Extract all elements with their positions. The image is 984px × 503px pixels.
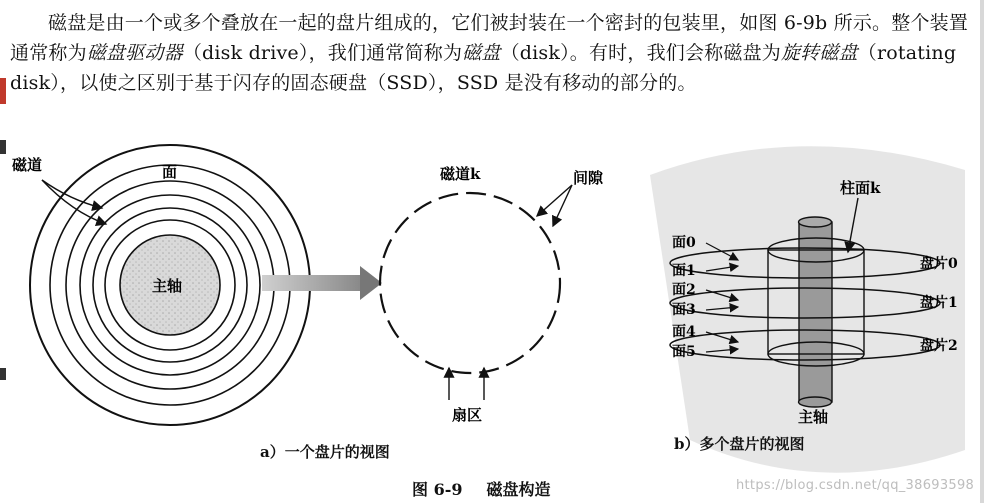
surface-5-label: 面5 [672, 344, 696, 360]
gap-arrow [553, 185, 572, 226]
caption-a: a）一个盘片的视图 [260, 443, 390, 461]
caption-b: b）多个盘片的视图 [674, 435, 805, 453]
term-rotating-disk: 旋转磁盘 [780, 42, 858, 64]
spindle-label: 主轴 [152, 277, 183, 295]
gap-arrow [537, 185, 572, 216]
paragraph-text-3: （disk）。有时，我们会称磁盘为 [500, 42, 781, 64]
platter-1-label: 盘片1 [920, 295, 958, 311]
paragraph-text-4: （rotating disk），以使之区别于基于闪存的固态硬盘（SSD），SSD 是没有移动的部分的。 [10, 42, 957, 94]
term-disk: 磁盘 [462, 42, 501, 64]
track-k-label: 磁道k [440, 165, 481, 183]
paragraph-text-1: 磁盘是由一个或多个叠放在一起的盘片组成的，它们被封装在一个密封的包装里，如图 6-9b 所示。整个装置通常称为 [10, 12, 969, 64]
spindle-b-label: 主轴 [798, 408, 829, 426]
gaps-label: 间隙 [573, 169, 604, 187]
paragraph-text-2: （disk drive），我们通常简称为 [182, 42, 463, 64]
track-k-circle [380, 193, 560, 373]
surface-1-label: 面1 [672, 263, 696, 279]
cylinder-k-label: 柱面k [840, 179, 881, 197]
figure-title [412, 477, 551, 500]
figure-title-text: 磁盘构造 [486, 480, 551, 499]
platter-0-label: 盘片0 [920, 256, 958, 272]
figure-number: 图 6-9 [412, 480, 463, 499]
surface-label: 面 [162, 163, 178, 181]
sectors-label: 扇区 [452, 406, 483, 424]
surface-3-label: 面3 [672, 302, 696, 318]
term-disk-drive: 磁盘驱动器 [86, 42, 183, 64]
surface-2-label: 面2 [672, 282, 696, 298]
tracks-label: 磁道 [12, 156, 43, 174]
platter-2-label: 盘片2 [920, 338, 958, 354]
surface-0-label: 面0 [672, 235, 696, 251]
spindle-stack [799, 217, 833, 407]
surface-4-label: 面4 [672, 324, 696, 340]
watermark-url: https://blog.csdn.net/qq_38693598 [736, 478, 975, 493]
